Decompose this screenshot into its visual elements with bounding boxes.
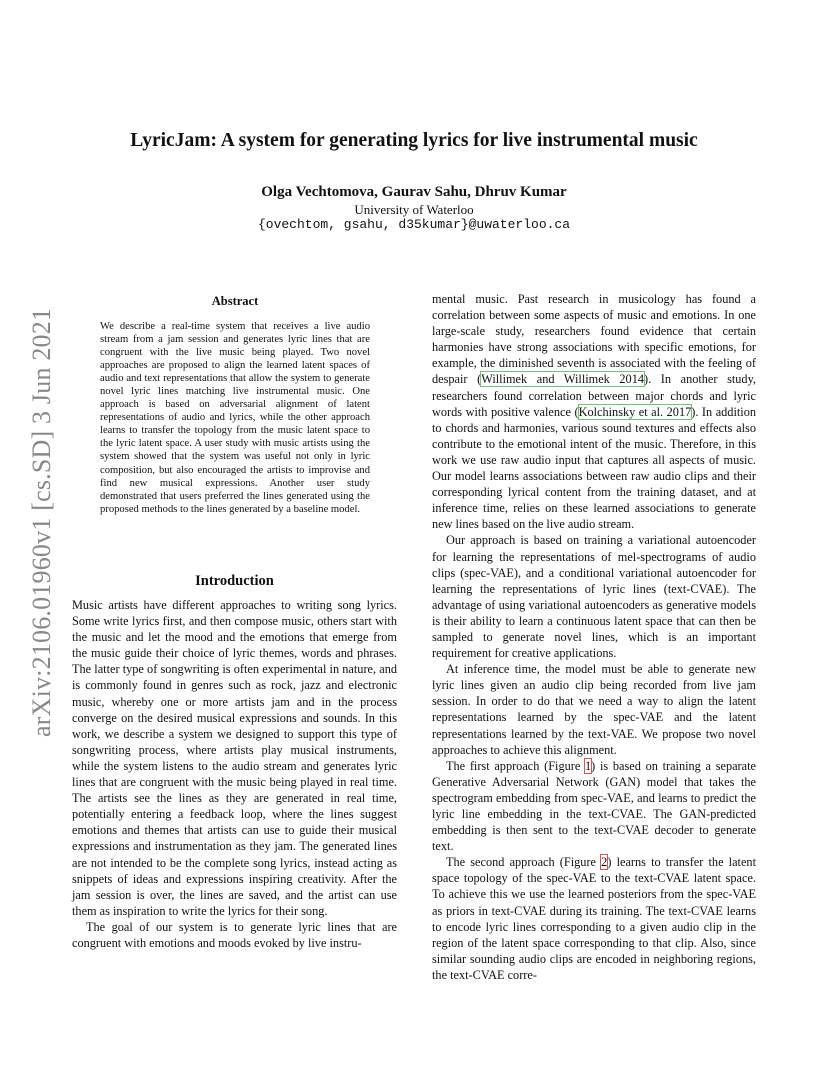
affiliation: University of Waterloo [354,202,474,217]
citation-link-willimek[interactable]: Willimek and Willimek 2014 [481,372,645,387]
citation-link-kolchinsky[interactable]: Kolchinsky et al. 2017 [578,404,692,419]
text-segment: The second approach (Figure [446,855,602,870]
right-paragraph-5 [432,854,756,983]
paper-title: LyricJam: A system for generating lyrics for live instrumental music [130,130,698,151]
arxiv-stamp: arXiv:2106.01960v1 [cs.SD] 3 Jun 2021 [27,307,56,738]
text-segment: ) learns to transfer the latent space topology of the spec-VAE to the text-CVAE latent space. To achieve this we use the learned posteriors from the spec-VAE as priors in text-CVAE during its training. The text-CVAE learns to encode lyric lines corresponding to a given audio clip in the region of the latent space corresponding to that clip. Also, since similar sounding audio clips are encoded in neighboring regions, the text-CVAE corre- [432,855,757,982]
text-segment: mental music. Past research in musicology has found a correlation between some aspects of music and emotions. In one large-scale study, researchers found evidence that certain harmonies have strong associations with specific emotions, for example, the diminished seventh is associated with the feeling of despair ( [432,292,756,387]
text-segment: The first approach (Figure [446,758,586,773]
left-column [72,597,397,951]
right-paragraph-2: Our approach is based on training a variational autoencoder for learning the representations of mel-spectrograms of audio clips (spec-VAE), and a conditional variational autoencoder for learning the representations of lyric lines (text-CVAE). The advantage of using variational autoencoders as generative models is their ability to learn a continuous latent space that can then be sampled to generate novel lines, which is an important requirement for creative applications. [432,533,756,661]
introduction-heading: Introduction [195,573,274,589]
text-segment: ). In addition to chords and harmonies, various sound textures and effects also contribute to the emotional intent of the music. Therefore, in this work we use raw audio input that captures all aspects of music. Our model learns associations between raw audio clips and their corresponding lyrical content from the training dataset, and at inference time, relies on these learned associations to generate new lines based on the live audio stream. [432,404,756,532]
text-segment: ) is based on training a separate Generative Adversarial Network (GAN) model that takes the spectrogram embedding from spec-VAE, and learns to predict the lyric line embedding in the text-CVAE. The GAN-predicted embedding is then sent to the text-CVAE decoder to generate text. [432,758,756,854]
right-paragraph-3: At inference time, the model must be able to generate new lyric lines given an audio clip being recorded from live jam session. In order to do that we need a way to align the latent representations learned by the spec-VAE and the latent representations learned by the text-VAE. We propose two novel approaches to achieve this alignment. [432,662,756,757]
intro-paragraph-1: Music artists have different approaches to writing song lyrics. Some write lyrics first, and then compose music, others start with the music and let the mood and the emotions that emerge from the music guide their choice of lyric themes, words and phrases. The latter type of songwriting is often experimental in nature, and is commonly found in genres such as rock, jazz and electronic music, whereby one or more artists jam and in the process converge on the desired musical expressions and sounds. In this work, we describe a system we designed to support this type of songwriting process, where artists play musical instruments, while the system listens to the audio stream and generates lyric lines that are congruent with the music being played in real time. The artists see the lines as they are generated in real time, potentially entering a feedback loop, where the lines suggest emotions and themes that artists can use to guide their musical expressions and instrumentation as they jam. The generated lines are not intended to be the complete song lyrics, instead acting as snippets of ideas and expressions inspiring creativity. After the jam session is over, the lines are saved, and the artist can use them as inspiration to write the lyrics for their song. [72,598,397,918]
right-column [432,291,756,983]
email: {ovechtom, gsahu, d35kumar}@uwaterloo.ca [257,217,571,232]
abstract-heading: Abstract [211,294,259,308]
right-paragraph-4 [432,758,756,855]
figure-1-link[interactable]: 1 [585,758,592,773]
intro-paragraph-2: The goal of our system is to generate lyric lines that are congruent with emotions and moods evoked by live instru- [72,919,397,950]
figure-2-link[interactable]: 2 [601,855,608,870]
abstract-body: We describe a real-time system that receives a live audio stream from a jam session and generates lyric lines that are congruent with the live music being played. Two novel approaches are proposed to align the learned latent spaces of audio and text representations that allow the system to generate novel lyric lines matching live instrumental music. One approach is based on adversarial alignment of latent representations of audio and lyrics, while the other approach learns to transfer the topology from the music latent space to the lyric latent space. A user study with music artists using the system showed that the system was useful not only in lyric composition, but also encouraged the artists to improvise and find new musical expressions. Another user study demonstrated that users preferred the lines generated using the proposed methods to the lines generated by a baseline model. [100,321,370,515]
right-paragraph-1 [432,291,756,532]
authors: Olga Vechtomova, Gaurav Sahu, Dhruv Kumar [261,184,567,200]
text-segment: ). In another study, researchers found correlation between major chords and lyric words with positive valence ( [432,372,756,419]
